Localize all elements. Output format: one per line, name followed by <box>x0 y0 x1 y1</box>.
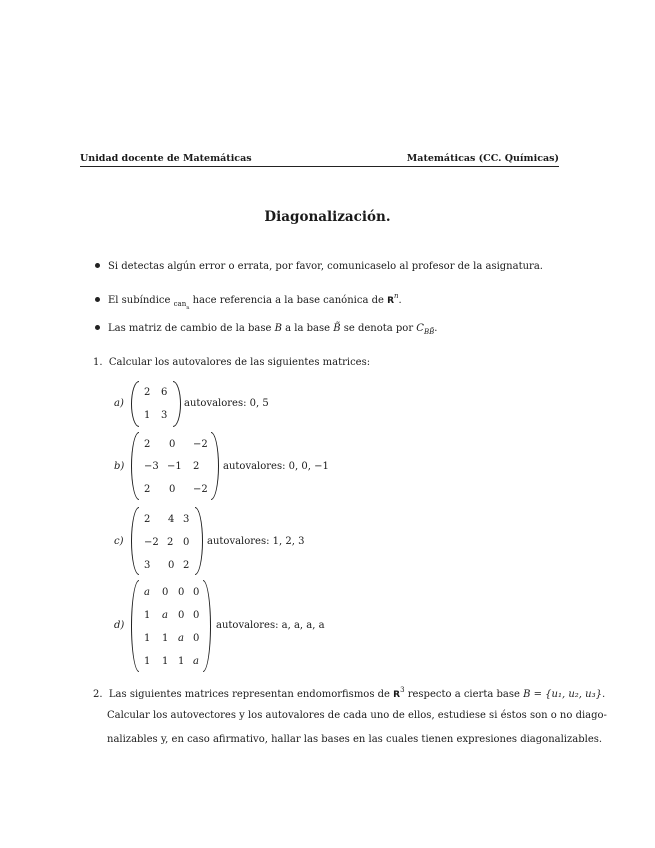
item-c-label: c) <box>114 536 124 547</box>
problem-2-line-1 <box>93 686 605 700</box>
matrix-cell: 2 <box>193 461 200 472</box>
matrix-cell: 0 <box>178 587 185 598</box>
header-rule <box>80 166 559 167</box>
right-paren <box>173 381 181 427</box>
header-left: Unidad docente de Matemáticas <box>80 153 252 164</box>
matrix-cell: 2 <box>144 387 151 398</box>
matrix-cell: 0 <box>193 633 200 644</box>
matrix-cell: 1 <box>144 633 151 644</box>
matrix-cell: 3 <box>183 514 190 525</box>
matrix-cell: 6 <box>161 387 168 398</box>
item-a-label: a) <box>114 398 124 409</box>
bullet-icon <box>95 297 100 302</box>
note-change-of-basis <box>95 323 437 336</box>
problem-1-number: 1. <box>93 357 103 368</box>
matrix-cell: 2 <box>167 537 174 548</box>
matrix-C: C <box>416 323 424 334</box>
note-cob-text-b: a la base <box>281 323 334 334</box>
matrix-cell: 1 <box>162 633 169 644</box>
bullet-icon <box>95 263 100 268</box>
matrix-cell: −3 <box>144 461 159 472</box>
note-cob-text-a: Las matriz de cambio de la base <box>108 323 275 334</box>
matrix-cell: 1 <box>144 610 151 621</box>
left-paren <box>131 507 139 575</box>
problem-2-text-a: Las siguientes matrices representan endomorfismos de <box>108 689 394 700</box>
eigenvalues-c: autovalores: 1, 2, 3 <box>207 536 305 547</box>
matrix-cell: 1 <box>162 656 169 667</box>
problem-2-line-2: Calcular los autovectores y los autovalores de cada uno de ellos, estudiese si éstos son o no diago- <box>107 710 607 721</box>
bullet-icon <box>95 325 100 330</box>
left-paren <box>131 580 139 672</box>
matrix-cell: −1 <box>167 461 182 472</box>
item-d-label: d) <box>114 620 125 631</box>
matrix-cell: 0 <box>193 610 200 621</box>
note-errata-text: Si detectas algún error o errata, por favor, comunicaselo al profesor de la asignatura. <box>108 261 543 272</box>
note-subindex-text-b: hace referencia a la base canónica de <box>189 295 388 306</box>
reals-symbol: R <box>387 296 395 306</box>
matrix-cell: 0 <box>169 439 176 450</box>
basis-B-tilde: B̃ <box>333 323 341 334</box>
problem-1-text: Calcular los autovalores de las siguientes matrices: <box>108 357 371 368</box>
matrix-cell: 2 <box>144 484 151 495</box>
matrix-cell: −2 <box>193 484 208 495</box>
matrix-cell: 0 <box>178 610 185 621</box>
note-errata <box>95 261 543 272</box>
eigenvalues-a: autovalores: 0, 5 <box>184 398 269 409</box>
matrix-cell: 2 <box>144 514 151 525</box>
matrix-d <box>131 580 211 672</box>
subindex-can-n: n <box>186 305 190 311</box>
matrix-cell: 0 <box>193 587 200 598</box>
matrix-C-subscript: BB̃ <box>423 328 435 336</box>
matrix-cell: a <box>178 633 184 644</box>
item-b-label: b) <box>114 461 125 472</box>
right-paren <box>211 432 219 500</box>
matrix-cell: 0 <box>169 484 176 495</box>
note-cob-text-c: se denota por <box>340 323 417 334</box>
matrix-cell: −2 <box>193 439 208 450</box>
matrix-cell: 3 <box>144 560 151 571</box>
matrix-c <box>131 507 203 575</box>
matrix-cell: 2 <box>183 560 190 571</box>
matrix-cell: 0 <box>162 587 169 598</box>
right-paren <box>203 580 211 672</box>
subindex-can <box>173 300 190 311</box>
subindex-can-text: can <box>173 300 187 308</box>
matrix-cell: 0 <box>168 560 175 571</box>
eigenvalues-b: autovalores: 0, 0, −1 <box>223 461 329 472</box>
reals-exponent: 3 <box>400 686 405 694</box>
problem-1-statement <box>93 357 370 368</box>
problem-2-number: 2. <box>93 689 103 700</box>
left-paren <box>131 381 139 427</box>
right-paren <box>195 507 203 575</box>
page-title: Diagonalización. <box>264 209 391 225</box>
matrix-cell: a <box>193 656 199 667</box>
problem-2-text-b: respecto a cierta base <box>404 689 524 700</box>
note-cob-end: . <box>434 323 438 334</box>
matrix-cell: 4 <box>168 514 175 525</box>
matrix-cell: a <box>144 587 150 598</box>
eigenvalues-d: autovalores: a, a, a, a <box>216 620 325 631</box>
reals-exponent: n <box>394 292 399 300</box>
matrix-cell: 1 <box>144 656 151 667</box>
note-subindex-end: . <box>398 295 402 306</box>
note-subindex-text-a: El subíndice <box>108 295 174 306</box>
reals-symbol: R <box>393 690 401 700</box>
left-paren <box>131 432 139 500</box>
matrix-cell: 1 <box>178 656 185 667</box>
matrix-cell: a <box>162 610 168 621</box>
matrix-cell: 3 <box>161 410 168 421</box>
header-right: Matemáticas (CC. Químicas) <box>406 153 559 164</box>
matrix-cell: 1 <box>144 410 151 421</box>
basis-set: B = {u₁, u₂, u₃}. <box>523 689 606 700</box>
problem-2-line-3: nalizables y, en caso afirmativo, hallar las bases en las cuales tienen expresiones diagonalizables. <box>107 734 603 745</box>
matrix-cell: 2 <box>144 439 151 450</box>
basis-B: B <box>274 323 282 334</box>
matrix-cell: 0 <box>183 537 190 548</box>
matrix-cell: −2 <box>144 537 159 548</box>
note-subindex <box>95 292 402 311</box>
matrix-a <box>131 381 181 427</box>
matrix-b <box>131 432 219 500</box>
